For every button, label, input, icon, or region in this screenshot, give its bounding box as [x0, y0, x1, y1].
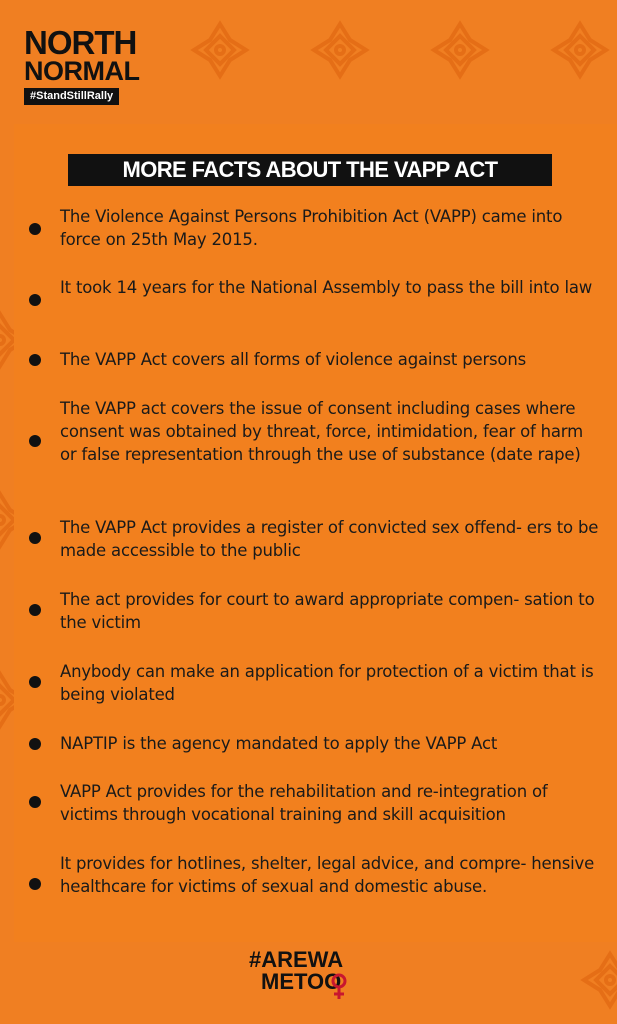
fact-text: It took 14 years for the National Assembly to pass the bill into law: [60, 278, 593, 297]
arewa-metoo-logo: [247, 945, 357, 1009]
bullet-icon: [29, 294, 41, 306]
fact-text: NAPTIP is the agency mandated to apply the VAPP Act: [60, 734, 498, 753]
bullet-icon: [29, 878, 41, 890]
brand-hashtag: #StandStillRally: [24, 88, 119, 105]
bullet-icon: [29, 435, 41, 447]
footer-hashtag-line2: METOO: [261, 969, 342, 994]
bullet-icon: [29, 223, 41, 235]
fact-text: The VAPP Act provides a register of convicted sex offend- ers to be made accessible to the public: [60, 518, 599, 560]
bullet-icon: [29, 796, 41, 808]
fact-text: The Violence Against Persons Prohibition Act (VAPP) came into force on 25th May 2015.: [60, 207, 563, 249]
bullet-icon: [29, 738, 41, 750]
fact-text: The VAPP Act covers all forms of violence against persons: [60, 350, 526, 369]
brand-name-line2: NORMAL: [24, 56, 140, 86]
page-title: MORE FACTS ABOUT THE VAPP ACT: [68, 154, 552, 186]
bullet-icon: [29, 676, 41, 688]
fact-text: VAPP Act provides for the rehabilitation and re-integration of victims through vocational training and skill acquisition: [60, 782, 548, 824]
brand-logo: [24, 24, 150, 105]
bullet-icon: [29, 354, 41, 366]
fact-text: It provides for hotlines, shelter, legal advice, and compre- hensive healthcare for victims of sexual and domestic abuse.: [60, 854, 595, 896]
fact-text: Anybody can make an application for protection of a victim that is being violated: [60, 662, 594, 704]
bullet-icon: [29, 604, 41, 616]
bullet-icon: [29, 532, 41, 544]
brand-name-line1: NORTH: [24, 24, 137, 61]
footer-hashtag-line1: #AREWA: [249, 947, 344, 972]
fact-text: The act provides for court to award appropriate compen- sation to the victim: [60, 590, 595, 632]
fact-text: The VAPP act covers the issue of consent including cases where consent was obtained by threat, force, intimidation, fear of harm or false representation through the use of substance (date rape): [60, 399, 583, 464]
